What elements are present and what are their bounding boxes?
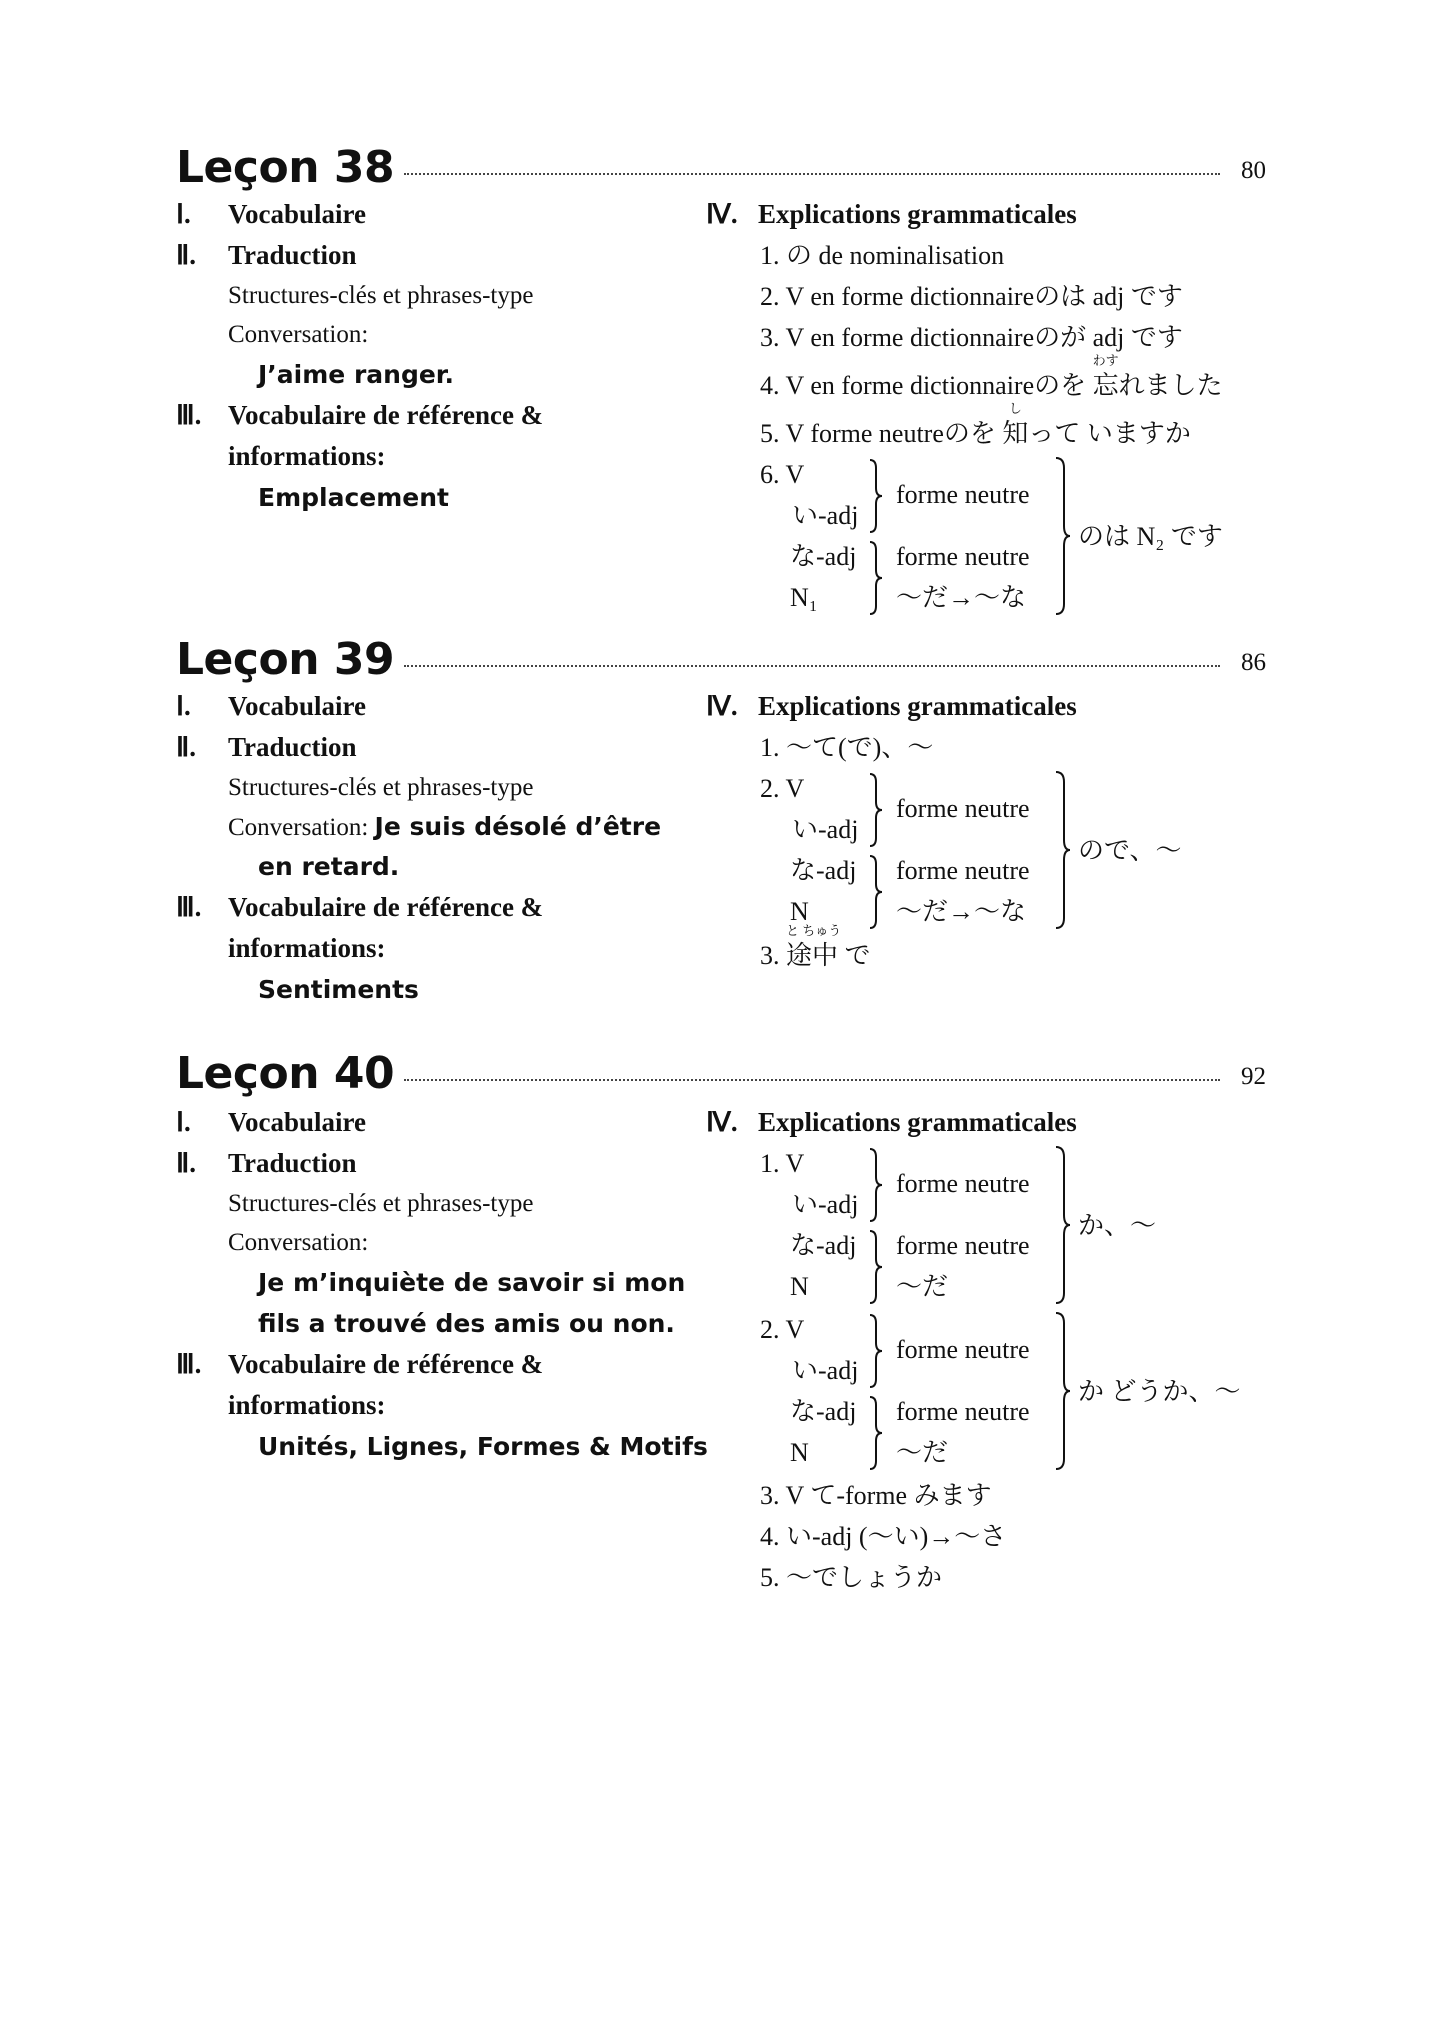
- structure-row: い-adj: [792, 501, 859, 530]
- page-number[interactable]: 92: [1241, 1063, 1266, 1090]
- grammar-item[interactable]: 1. ～て(で)、～: [760, 733, 934, 762]
- grammar-item[interactable]: 3. V て-forme みます: [760, 1481, 992, 1510]
- toc-vocabulaire[interactable]: Ⅰ. Vocabulaire: [176, 1107, 367, 1137]
- furigana: わす: [1092, 353, 1119, 368]
- lesson-title: Leçon 40: [176, 1048, 395, 1099]
- lesson-toc-right: [706, 686, 1326, 976]
- lesson-toc-left: [176, 194, 736, 518]
- form-label: forme neutre: [896, 1397, 1030, 1426]
- left-brace-icon: [868, 540, 884, 616]
- conversation-title[interactable]: en retard.: [258, 852, 400, 881]
- conversation-title[interactable]: J’aime ranger.: [258, 360, 455, 389]
- toc-conversation-label[interactable]: Conversation: Je suis désolé d’être: [228, 812, 662, 841]
- toc-structures[interactable]: Structures-clés et phrases-type: [228, 1190, 534, 1217]
- brace-structure: [760, 1309, 1326, 1473]
- form-label: forme neutre: [896, 1231, 1030, 1260]
- structure-row: い-adj: [792, 1190, 859, 1219]
- structure-tail: ので、～: [1078, 836, 1182, 865]
- toc-explications[interactable]: Ⅳ. Explications grammaticales: [706, 691, 1077, 721]
- lesson-header: [176, 138, 1266, 198]
- structure-row: N: [790, 1272, 809, 1301]
- conversation-title[interactable]: Je suis désolé d’être: [374, 812, 662, 841]
- structure-row: い-adj: [792, 815, 859, 844]
- structure-row: 1. V: [760, 1149, 805, 1178]
- form-label: forme neutre: [896, 1335, 1030, 1364]
- form-label: forme neutre: [896, 794, 1030, 823]
- form-label: ～だ: [896, 1438, 949, 1467]
- structure-row: な-adj: [790, 856, 857, 885]
- grammar-item[interactable]: 5. ～でしょうか: [760, 1563, 943, 1592]
- toc-explications[interactable]: Ⅳ. Explications grammaticales: [706, 1107, 1077, 1137]
- right-brace-icon: [1054, 1311, 1072, 1471]
- toc-conversation-label[interactable]: Conversation:: [228, 1229, 369, 1256]
- toc-traduction[interactable]: Ⅱ. Traduction: [176, 732, 357, 762]
- conversation-title[interactable]: Je m’inquiète de savoir si mon: [258, 1268, 686, 1297]
- lesson-header: [176, 1044, 1266, 1104]
- left-brace-icon: [868, 458, 884, 534]
- grammar-item-structure[interactable]: [706, 454, 1326, 618]
- lesson-title: Leçon 39: [176, 634, 395, 685]
- toc-informations: informations:: [228, 1390, 386, 1420]
- grammar-item[interactable]: 4. V en forme dictionnaireのを わす 忘れました: [760, 353, 1223, 400]
- toc-explications[interactable]: Ⅳ. Explications grammaticales: [706, 199, 1077, 229]
- structure-row: な-adj: [790, 1397, 857, 1426]
- lesson-header: [176, 630, 1266, 690]
- grammar-item[interactable]: 4. い-adj (～い)→～さ: [760, 1522, 1007, 1551]
- structure-tail: か、～: [1078, 1211, 1157, 1240]
- left-brace-icon: [868, 772, 884, 848]
- conversation-title[interactable]: fils a trouvé des amis ou non.: [258, 1309, 675, 1338]
- left-brace-icon: [868, 1147, 884, 1223]
- form-label: forme neutre: [896, 542, 1030, 571]
- lesson-title: Leçon 38: [176, 142, 395, 193]
- structure-tail: のは N₂ です: [1078, 522, 1223, 551]
- dot-leader: [404, 173, 1220, 175]
- form-label: ～だ→～な: [896, 583, 1027, 612]
- structure-row: な-adj: [790, 1231, 857, 1260]
- structure-row: N₁: [790, 583, 818, 612]
- grammar-item-structure[interactable]: [706, 1143, 1326, 1309]
- grammar-item[interactable]: 5. V forme neutreのを し 知って いますか: [760, 401, 1191, 448]
- structure-row: N: [790, 1438, 809, 1467]
- structure-row: N: [790, 897, 809, 926]
- toc-informations: informations:: [228, 933, 386, 963]
- furigana: と ちゅう: [786, 923, 842, 938]
- toc-structures[interactable]: Structures-clés et phrases-type: [228, 774, 534, 801]
- form-label: forme neutre: [896, 1169, 1030, 1198]
- form-label: forme neutre: [896, 480, 1030, 509]
- toc-traduction[interactable]: Ⅱ. Traduction: [176, 240, 357, 270]
- grammar-item[interactable]: 2. V en forme dictionnaireのは adj です: [760, 282, 1183, 311]
- info-title[interactable]: Emplacement: [258, 483, 449, 512]
- lesson-toc-left: [176, 686, 736, 1010]
- lesson-toc-left: [176, 1102, 736, 1467]
- brace-structure: [760, 768, 1326, 932]
- dot-leader: [404, 1079, 1220, 1081]
- structure-row: 2. V: [760, 1315, 805, 1344]
- page-number[interactable]: 80: [1241, 157, 1266, 184]
- structure-row: い-adj: [792, 1356, 859, 1385]
- toc-structures[interactable]: Structures-clés et phrases-type: [228, 282, 534, 309]
- left-brace-icon: [868, 1229, 884, 1305]
- info-title[interactable]: Sentiments: [258, 975, 419, 1004]
- info-title[interactable]: Unités, Lignes, Formes & Motifs: [258, 1432, 708, 1461]
- structure-row: な-adj: [790, 542, 857, 571]
- form-label: ～だ→～な: [896, 897, 1027, 926]
- lesson-toc-right: [706, 1102, 1326, 1598]
- grammar-item[interactable]: 3. V en forme dictionnaireのが adj です: [760, 323, 1183, 352]
- lesson-toc-right: [706, 194, 1326, 618]
- toc-vocabulaire-reference[interactable]: Ⅲ. Vocabulaire de référence &: [176, 400, 544, 430]
- dot-leader: [404, 665, 1220, 667]
- brace-structure: [760, 1143, 1326, 1307]
- form-label: ～だ: [896, 1272, 949, 1301]
- toc-vocabulaire-reference[interactable]: Ⅲ. Vocabulaire de référence &: [176, 892, 544, 922]
- toc-vocabulaire[interactable]: Ⅰ. Vocabulaire: [176, 691, 367, 721]
- page-number[interactable]: 86: [1241, 649, 1266, 676]
- left-brace-icon: [868, 1313, 884, 1389]
- structure-row: 2. V: [760, 774, 805, 803]
- structure-tail: か どうか、～: [1078, 1377, 1241, 1406]
- furigana: し: [1008, 401, 1022, 416]
- grammar-item-structure[interactable]: [706, 1309, 1326, 1475]
- grammar-item[interactable]: 1. の de nominalisation: [760, 241, 1005, 270]
- structure-row: 6. V: [760, 460, 805, 489]
- brace-structure: [760, 454, 1326, 618]
- left-brace-icon: [868, 854, 884, 930]
- right-brace-icon: [1054, 770, 1072, 930]
- toc-traduction[interactable]: Ⅱ. Traduction: [176, 1148, 357, 1178]
- left-brace-icon: [868, 1395, 884, 1471]
- right-brace-icon: [1054, 456, 1072, 616]
- toc-conversation-label[interactable]: Conversation:: [228, 321, 369, 348]
- form-label: forme neutre: [896, 856, 1030, 885]
- right-brace-icon: [1054, 1145, 1072, 1305]
- toc-vocabulaire-reference[interactable]: Ⅲ. Vocabulaire de référence &: [176, 1349, 544, 1379]
- toc-vocabulaire[interactable]: Ⅰ. Vocabulaire: [176, 199, 367, 229]
- grammar-item-structure[interactable]: [706, 768, 1326, 932]
- grammar-item[interactable]: 3. と ちゅう 途中 で: [760, 923, 871, 970]
- toc-informations: informations:: [228, 441, 386, 471]
